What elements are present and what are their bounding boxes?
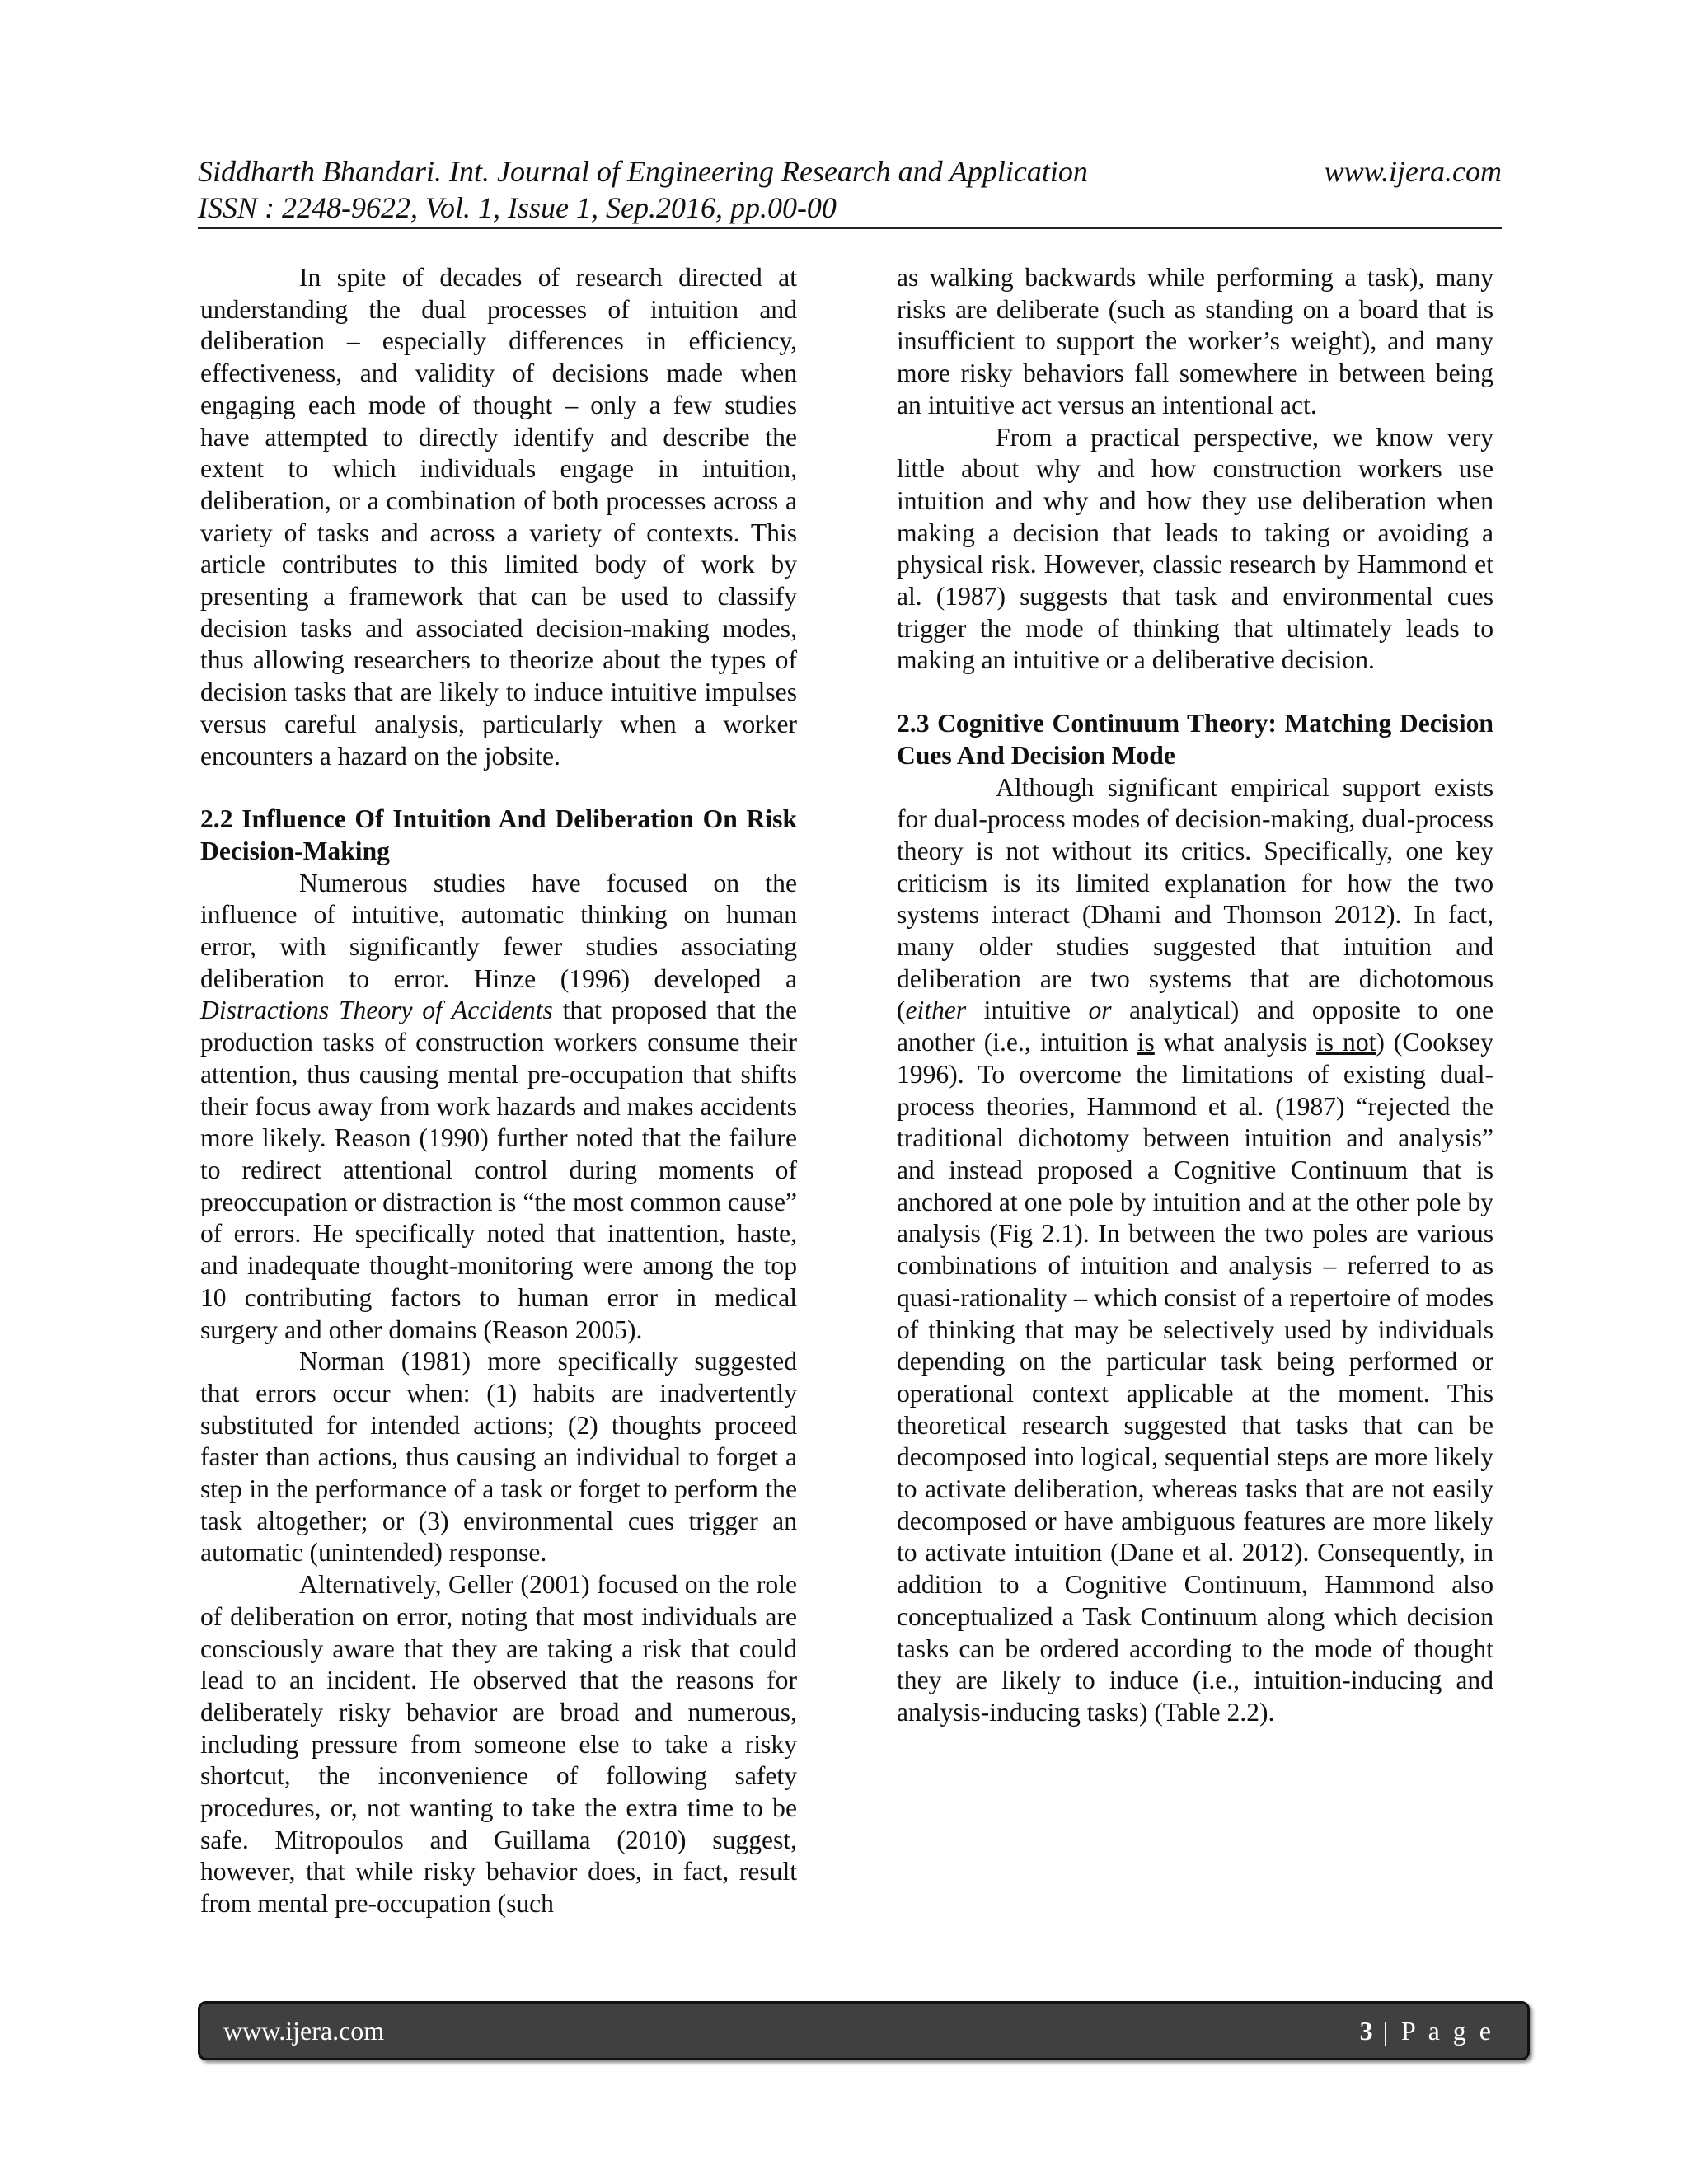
- right-column: [897, 262, 1493, 1729]
- left-column: [200, 262, 797, 1920]
- page-label: | P a g e: [1372, 2015, 1494, 2046]
- left-paragraph-1: In spite of decades of research directed at understanding the dual processes of intuition and deliberation – especially differences in efficiency, effectiveness, and validity of decisions made when engaging each mode of thought – only a few studies have attempted to directly identify and describe the extent to which individuals engage in intuition, deliberation, or a combination of both processes across a variety of tasks and across a variety of contexts. This article contributes to this limited body of work by presenting a framework that can be used to classify decision tasks and associated decision-making modes, thus allowing researchers to theorize about the types of decision tasks that are likely to induce intuitive impulses versus careful analysis, particularly when a worker encounters a hazard on the jobsite.: [200, 263, 797, 771]
- italic-term: either: [905, 996, 967, 1025]
- header-citation: Siddharth Bhandari. Int. Journal of Engineering Research and Application: [198, 155, 1088, 188]
- italic-term: or: [1088, 996, 1112, 1025]
- paragraph-text: intuitive: [966, 996, 1089, 1025]
- paragraph-text: that proposed that the production tasks of construction workers consume their attention, thus causing mental pre-occupation that shifts their focus away from work hazards and makes accidents more likely. Reason (1990) further noted that the failure to redirect attentional control during moments of preoccupation or distraction is “the most common cause” of errors. He specifically noted that inattention, haste, and inadequate thought-monitoring were among the top 10 contributing factors to human error in medical surgery and other domains (Reason 2005).: [200, 996, 797, 1344]
- page-number: 3: [1359, 2015, 1373, 2046]
- underlined-term: is: [1137, 1028, 1155, 1057]
- section-heading-2-2: 2.2 Influence Of Intuition And Deliberation On Risk Decision-Making: [200, 804, 797, 865]
- running-header: [198, 153, 1502, 226]
- header-issn: ISSN : 2248-9622, Vol. 1, Issue 1, Sep.2016, pp.00-00: [198, 191, 837, 224]
- footer-page-indicator: [1360, 2016, 1494, 2046]
- paragraph-text: Numerous studies have focused on the influence of intuitive, automatic thinking on human error, with significantly fewer studies associating deliberation to error. Hinze (1996) developed a: [200, 868, 797, 993]
- paragraph-text: what analysis: [1154, 1028, 1316, 1057]
- header-website: www.ijera.com: [1324, 155, 1502, 188]
- header-divider: [198, 227, 1502, 229]
- left-paragraph-3: Norman (1981) more specifically suggested that errors occur when: (1) habits are inadvertently substituted for intended actions; (2) thoughts proceed faster than actions, thus causing an individual to forget a step in the performance of a task or forget to perform the task altogether; or (3) environmental cues trigger an automatic (unintended) response.: [200, 1347, 797, 1568]
- right-paragraph-1: as walking backwards while performing a task), many risks are deliberate (such as standing on a board that is insufficient to support the worker’s weight), and many more risky behaviors fall somewhere in between being an intuitive act versus an intentional act.: [897, 263, 1493, 419]
- left-paragraph-4: Alternatively, Geller (2001) focused on the role of deliberation on error, noting that most individuals are consciously aware that they are taking a risk that could lead to an incident. He observed that the reasons for deliberately risky behavior are broad and numerous, including pressure from someone else to take a risky shortcut, the inconvenience of following safety procedures, or, not wanting to take the extra time to be safe. Mitropoulos and Guillama (2010) suggest, however, that while risky behavior does, in fact, result from mental pre-occupation (such: [200, 1570, 797, 1919]
- section-heading-2-3: 2.3 Cognitive Continuum Theory: Matching Decision Cues And Decision Mode: [897, 709, 1493, 770]
- underlined-term: is not: [1315, 1028, 1376, 1057]
- paragraph-text: Although significant empirical support exists for dual-process modes of decision-making, dual-process theory is not without its critics. Specifically, one key criticism is its limited explanation for how the two systems interact (Dhami and Thomson 2012). In fact, many older studies suggested that intuition and deliberation are two systems that are dichotomous (: [897, 772, 1493, 1025]
- left-paragraph-2: [200, 868, 797, 1347]
- paragraph-text: analytical) and opposite to one another (i.e., intuition: [897, 996, 1493, 1057]
- right-paragraph-2: From a practical perspective, we know very little about why and how construction workers use intuition and why and how they use deliberation when making a decision that leads to taking or avoiding a physical risk. However, classic research by Hammond et al. (1987) suggests that task and environmental cues trigger the mode of thinking that ultimately leads to making an intuitive or a deliberative decision.: [897, 422, 1493, 675]
- page-footer: [198, 2001, 1530, 2060]
- italic-term: Distractions Theory of Accidents: [200, 996, 553, 1025]
- footer-website: www.ijera.com: [223, 2015, 385, 2046]
- right-paragraph-3: [897, 772, 1493, 1729]
- paragraph-text: ) (Cooksey 1996). To overcome the limitations of existing dual-process theories, Hammond et al. (1987) “rejected the traditional dichotomy between intuition and analysis” and instead proposed a Cognitive Continuum that is anchored at one pole by intuition and at the other pole by analysis (Fig 2.1). In between the two poles are various combinations of intuition and analysis – referred to as quasi-rationality – which consist of a repertoire of modes of thinking that may be selectively used by individuals depending on the particular task being performed or operational context applicable at the moment. This theoretical research suggested that tasks that can be decomposed into logical, sequential steps are more likely to activate deliberation, whereas tasks that are not easily decomposed or have ambiguous features are more likely to activate intuition (Dane et al. 2012). Consequently, in addition to a Cognitive Continuum, Hammond also conceptualized a Task Continuum along which decision tasks can be ordered according to the mode of thought they are likely to induce (i.e., intuition-inducing and analysis-inducing tasks) (Table 2.2).: [897, 1028, 1493, 1727]
